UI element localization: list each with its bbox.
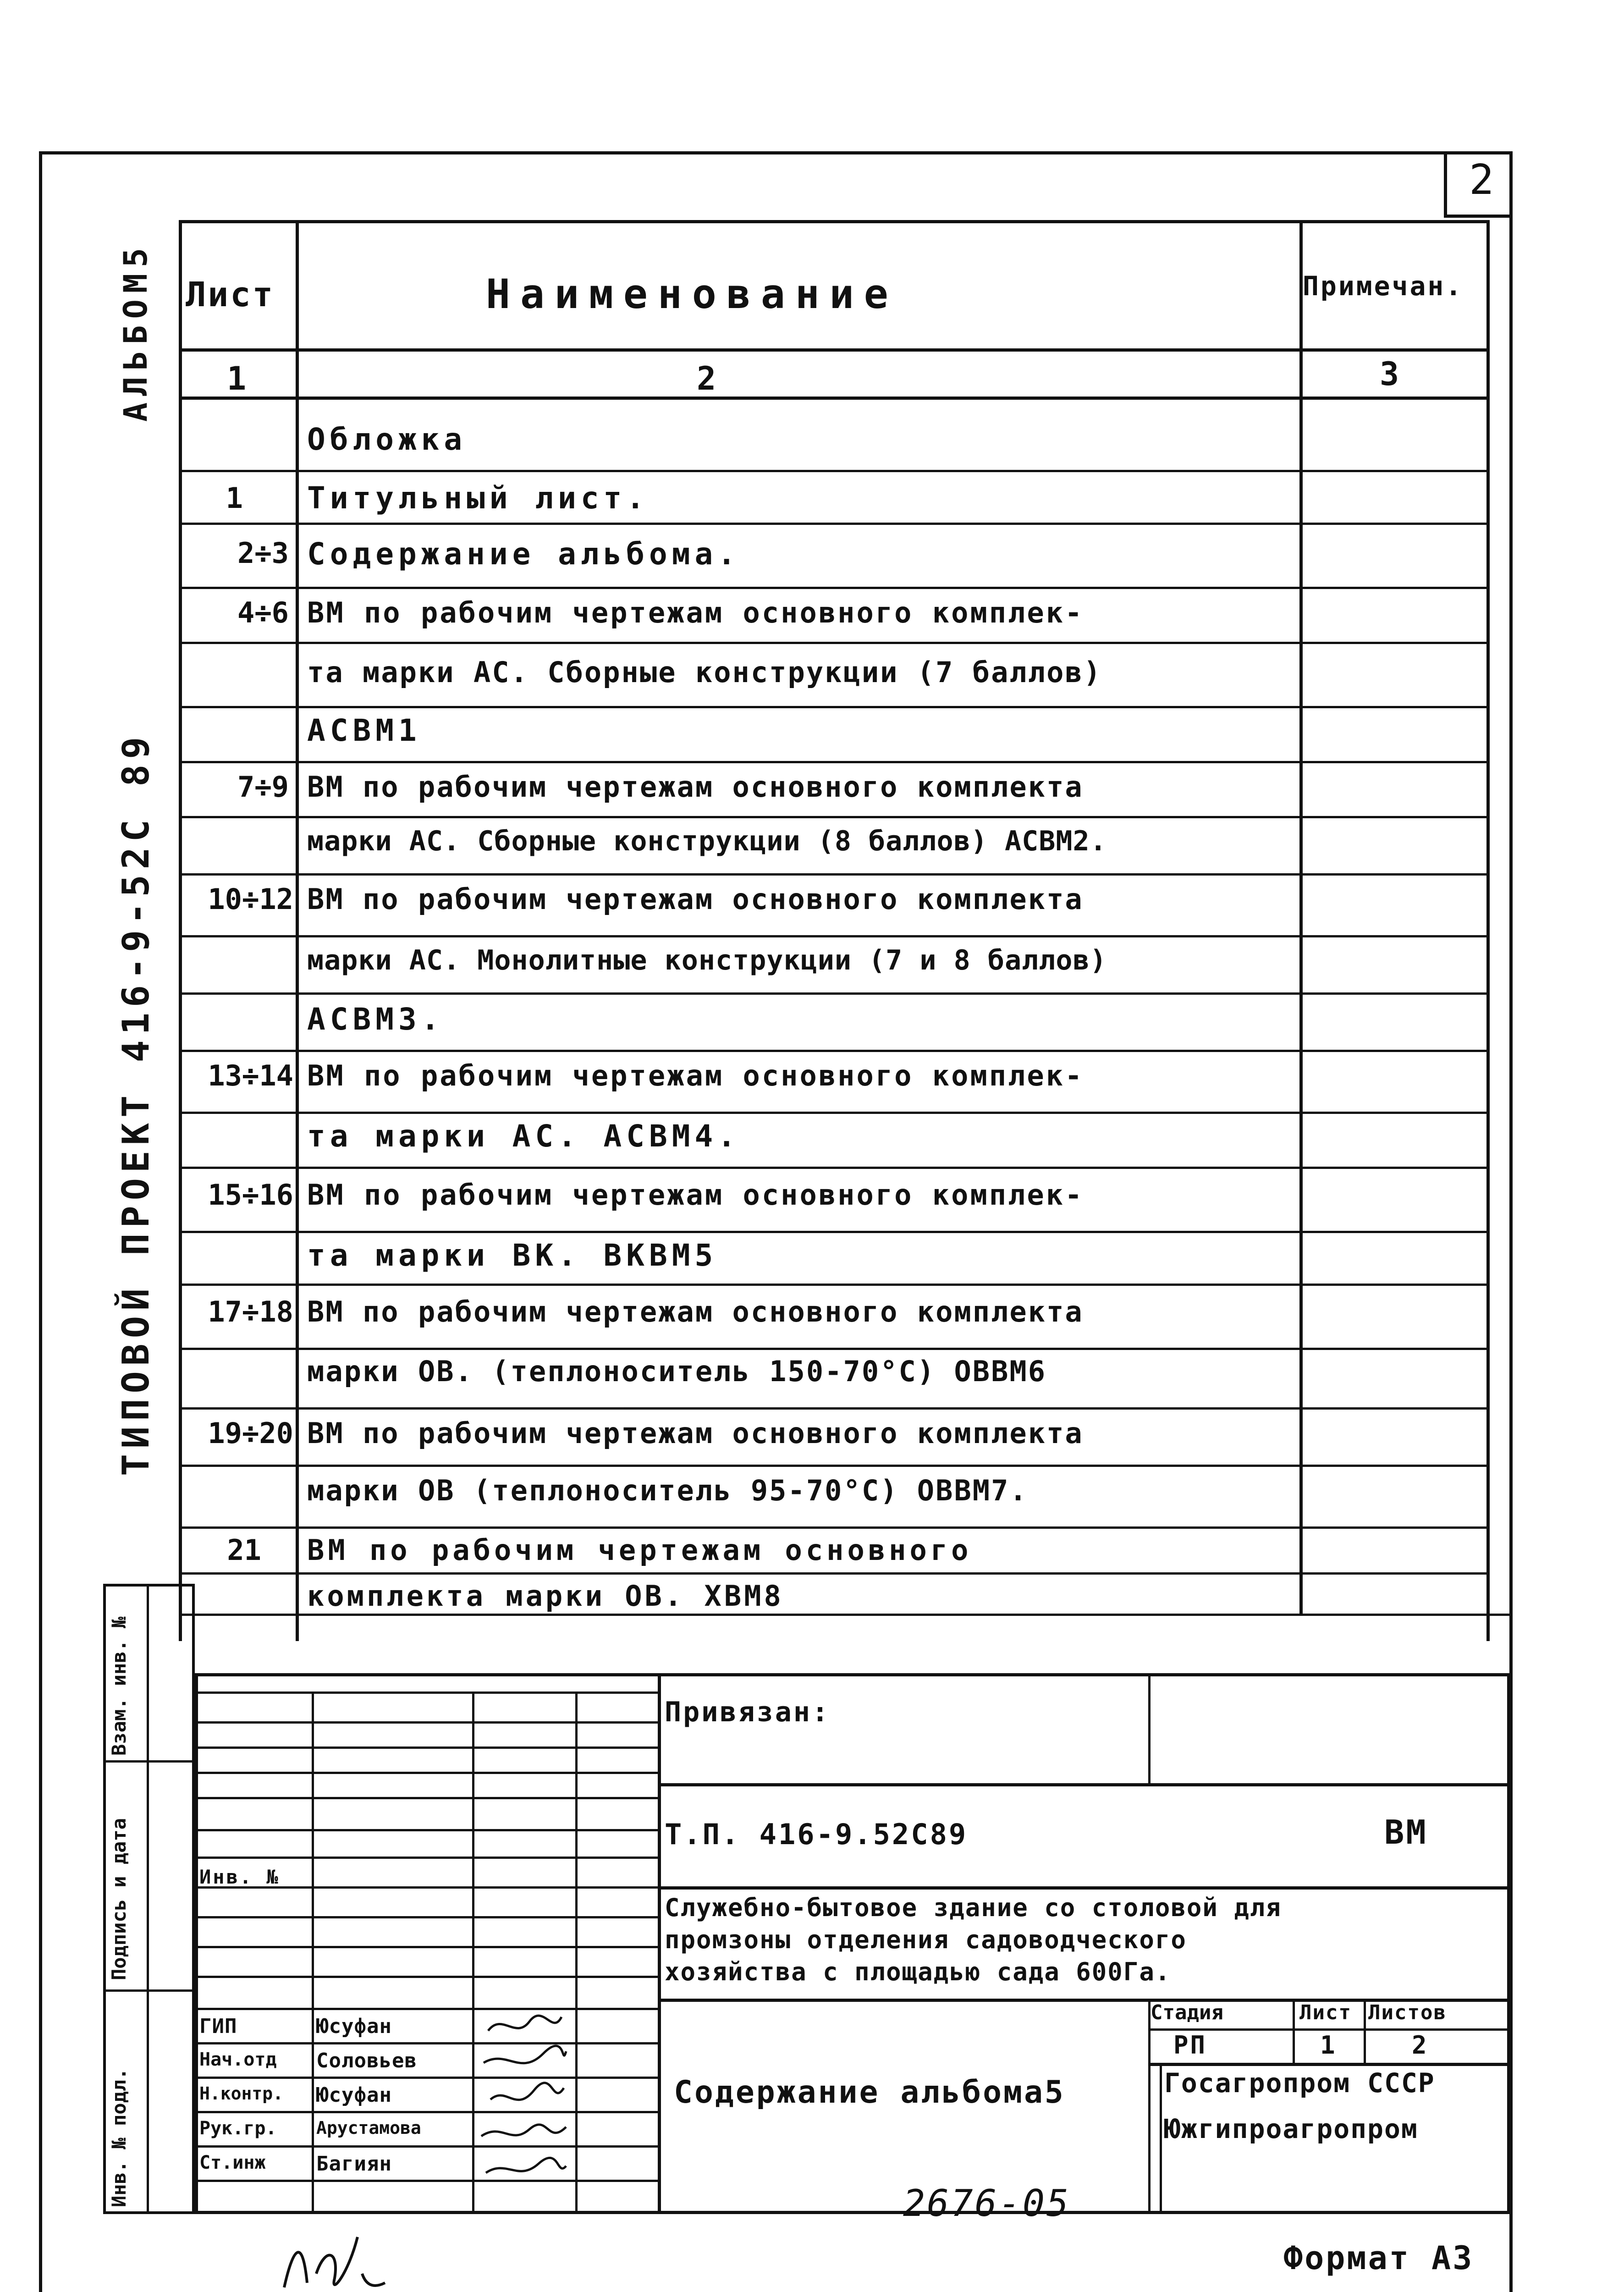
row-sheet: 13÷14 xyxy=(208,1059,293,1092)
row-sheet: 10÷12 xyxy=(208,882,293,916)
signatory-role: Рук.гр. xyxy=(199,2118,277,2139)
left-stamp-line xyxy=(103,1989,195,1992)
signatory-role: Ст.инж xyxy=(199,2152,266,2173)
tb-line xyxy=(195,1797,658,1799)
sheets-value: 2 xyxy=(1412,2031,1429,2060)
row-line xyxy=(179,470,1490,472)
row-name: марки АС. Монолитные конструкции (7 и 8 баллов) xyxy=(307,944,1107,976)
tb-vline xyxy=(312,1691,314,2214)
left-label-signature: Подпись и дата xyxy=(108,1818,130,1980)
tb-vline xyxy=(1160,2063,1162,2214)
tb-line xyxy=(1148,2063,1510,2066)
stage-value: РП xyxy=(1173,2031,1207,2060)
row-line xyxy=(179,642,1490,644)
tb-line xyxy=(195,2180,658,2182)
tb-line xyxy=(195,1691,658,1694)
sheet-value: 1 xyxy=(1320,2031,1337,2060)
tb-line xyxy=(195,1946,658,1948)
row-name: ВМ по рабочим чертежам основного комплек- xyxy=(307,596,1084,629)
row-sheet: 1 xyxy=(226,481,243,515)
tb-line xyxy=(195,1857,658,1859)
row-name: АСВМ1 xyxy=(307,713,421,748)
row-line xyxy=(179,761,1490,763)
project-side-label: ТИПОВОЙ ПРОЕКТ 416-9-52С 89 xyxy=(115,731,157,1476)
row-line xyxy=(179,523,1490,525)
row-name: ВМ по рабочим чертежам основного комплекта xyxy=(307,1295,1084,1328)
header-name: Наименование xyxy=(486,270,898,318)
row-name: ВМ по рабочим чертежам основного xyxy=(307,1533,972,1567)
tb-line xyxy=(195,1829,658,1831)
sheet-header: Лист xyxy=(1299,2001,1352,2024)
format-label: Формат А3 xyxy=(1283,2239,1474,2277)
handwritten-mark xyxy=(275,2219,394,2292)
col-divider-1 xyxy=(296,220,299,1641)
row-line xyxy=(179,1348,1490,1350)
tb-line xyxy=(195,2077,658,2079)
doc-code: Т.П. 416-9.52С89 xyxy=(665,1818,968,1851)
stage-header: Стадия xyxy=(1151,2001,1223,2024)
doc-mark: ВМ xyxy=(1384,1813,1428,1851)
tb-line xyxy=(195,2111,658,2113)
signatory-role: Н.контр. xyxy=(199,2083,284,2104)
project-title-line1: Служебно-бытовое здание со столовой для xyxy=(665,1893,1282,1922)
row-name: ВМ по рабочим чертежам основного комплекта xyxy=(307,770,1084,804)
row-name: Содержание альбома. xyxy=(307,536,740,572)
row-line xyxy=(179,935,1490,937)
row-line xyxy=(179,816,1490,818)
row-line xyxy=(179,706,1490,708)
signatory-name: Юсуфан xyxy=(316,2015,392,2038)
tb-vline xyxy=(1293,1999,1295,2063)
row-name: марки АС. Сборные конструкции (8 баллов) АСВМ2. xyxy=(307,825,1107,857)
inv-label: Инв. № xyxy=(199,1866,280,1888)
row-name: ВМ по рабочим чертежам основного комплекта xyxy=(307,882,1084,916)
row-sheet: 15÷16 xyxy=(208,1178,293,1212)
header-note: Примечан. xyxy=(1303,270,1464,302)
left-label-replace: Взам. инв. № xyxy=(108,1616,130,1756)
row-name: комплекта марки ОВ. ХВМ8 xyxy=(307,1579,784,1613)
tb-line xyxy=(195,1916,658,1918)
row-name: Титульный лист. xyxy=(307,480,650,516)
row-line xyxy=(179,1407,1490,1410)
tb-vline xyxy=(658,1673,661,2214)
project-title-line2: промзоны отделения садоводческого xyxy=(665,1925,1187,1954)
signatory-role: Нач.отд xyxy=(199,2049,277,2070)
tb-vline xyxy=(1148,1999,1151,2214)
colnum-1: 1 xyxy=(227,360,248,397)
row-name: та марки АС. Сборные конструкции (7 баллов) xyxy=(307,656,1102,689)
row-name: та марки ВК. ВКВМ5 xyxy=(307,1238,718,1273)
row-line xyxy=(179,587,1490,589)
col-divider-2 xyxy=(1299,220,1303,1614)
signatory-name: Багиян xyxy=(316,2152,392,2176)
tb-line xyxy=(195,1976,658,1978)
row-line xyxy=(179,1284,1490,1286)
row-name: ВМ по рабочим чертежам основного комплекта xyxy=(307,1416,1084,1450)
signatory-name: Соловьев xyxy=(316,2049,417,2072)
tb-vline xyxy=(1148,1673,1151,1783)
row-line xyxy=(179,1526,1490,1529)
album-label: АЛЬБОМ5 xyxy=(117,241,154,422)
signatory-role: ГИП xyxy=(199,2015,237,2038)
row-line xyxy=(179,1112,1490,1114)
row-line xyxy=(179,1572,1490,1575)
project-title-line3: хозяйства с площадью сада 600Га. xyxy=(665,1957,1171,1986)
tb-line xyxy=(195,1721,658,1724)
row-name: марки ОВ (теплоноситель 95-70°С) ОВВМ7. xyxy=(307,1474,1028,1507)
row-sheet: 2÷3 xyxy=(237,536,289,570)
signatory-name: Арустамова xyxy=(316,2118,421,2138)
tb-line xyxy=(195,2042,658,2044)
row-name: ВМ по рабочим чертежам основного комплек- xyxy=(307,1178,1084,1212)
row-line xyxy=(179,1050,1490,1052)
row-name: Обложка xyxy=(307,422,467,457)
header-line xyxy=(179,348,1490,352)
tb-line xyxy=(195,2008,658,2010)
row-line xyxy=(179,1614,1513,1616)
tb-vline xyxy=(575,1691,578,2214)
archive-number: 2676-05 xyxy=(903,2182,1071,2225)
signatures-scribble xyxy=(474,2008,573,2214)
row-sheet: 17÷18 xyxy=(208,1295,293,1328)
row-sheet: 19÷20 xyxy=(208,1416,293,1450)
row-line xyxy=(179,1231,1490,1233)
sheet-title: Содержание альбома5 xyxy=(674,2074,1065,2110)
page-number: 2 xyxy=(1469,156,1496,204)
left-stamp-divider xyxy=(147,1584,149,2214)
colnum-line xyxy=(179,397,1490,400)
signatory-name: Юсуфан xyxy=(316,2083,392,2107)
org-2: Южгипроагропром xyxy=(1164,2113,1418,2144)
row-name: ВМ по рабочим чертежам основного комплек- xyxy=(307,1059,1084,1092)
header-sheet: Лист xyxy=(186,275,275,314)
row-sheet: 7÷9 xyxy=(237,770,289,804)
tb-line xyxy=(195,2145,658,2148)
row-line xyxy=(179,1465,1490,1467)
tb-line xyxy=(195,1747,658,1749)
row-line xyxy=(179,873,1490,876)
colnum-3: 3 xyxy=(1380,355,1401,393)
row-line xyxy=(179,992,1490,995)
row-sheet: 4÷6 xyxy=(237,596,289,629)
colnum-2: 2 xyxy=(697,360,718,397)
tb-line xyxy=(658,1886,1510,1890)
left-label-inv: Инв. № подл. xyxy=(108,2068,130,2207)
tb-line xyxy=(195,1772,658,1774)
attached-label: Привязан: xyxy=(665,1696,831,1728)
left-stamp-line xyxy=(103,1760,195,1763)
tb-vline xyxy=(1364,1999,1366,2063)
row-name: АСВМ3. xyxy=(307,1002,444,1037)
row-name: та марки АС. АСВМ4. xyxy=(307,1118,740,1154)
row-line xyxy=(179,1167,1490,1169)
tb-line xyxy=(658,1783,1510,1786)
org-1: Госагропром СССР xyxy=(1164,2067,1435,2099)
row-name: марки ОВ. (теплоноситель 150-70°С) ОВВМ6 xyxy=(307,1355,1047,1388)
row-sheet: 21 xyxy=(227,1533,261,1567)
sheets-header: Листов xyxy=(1368,2001,1447,2024)
